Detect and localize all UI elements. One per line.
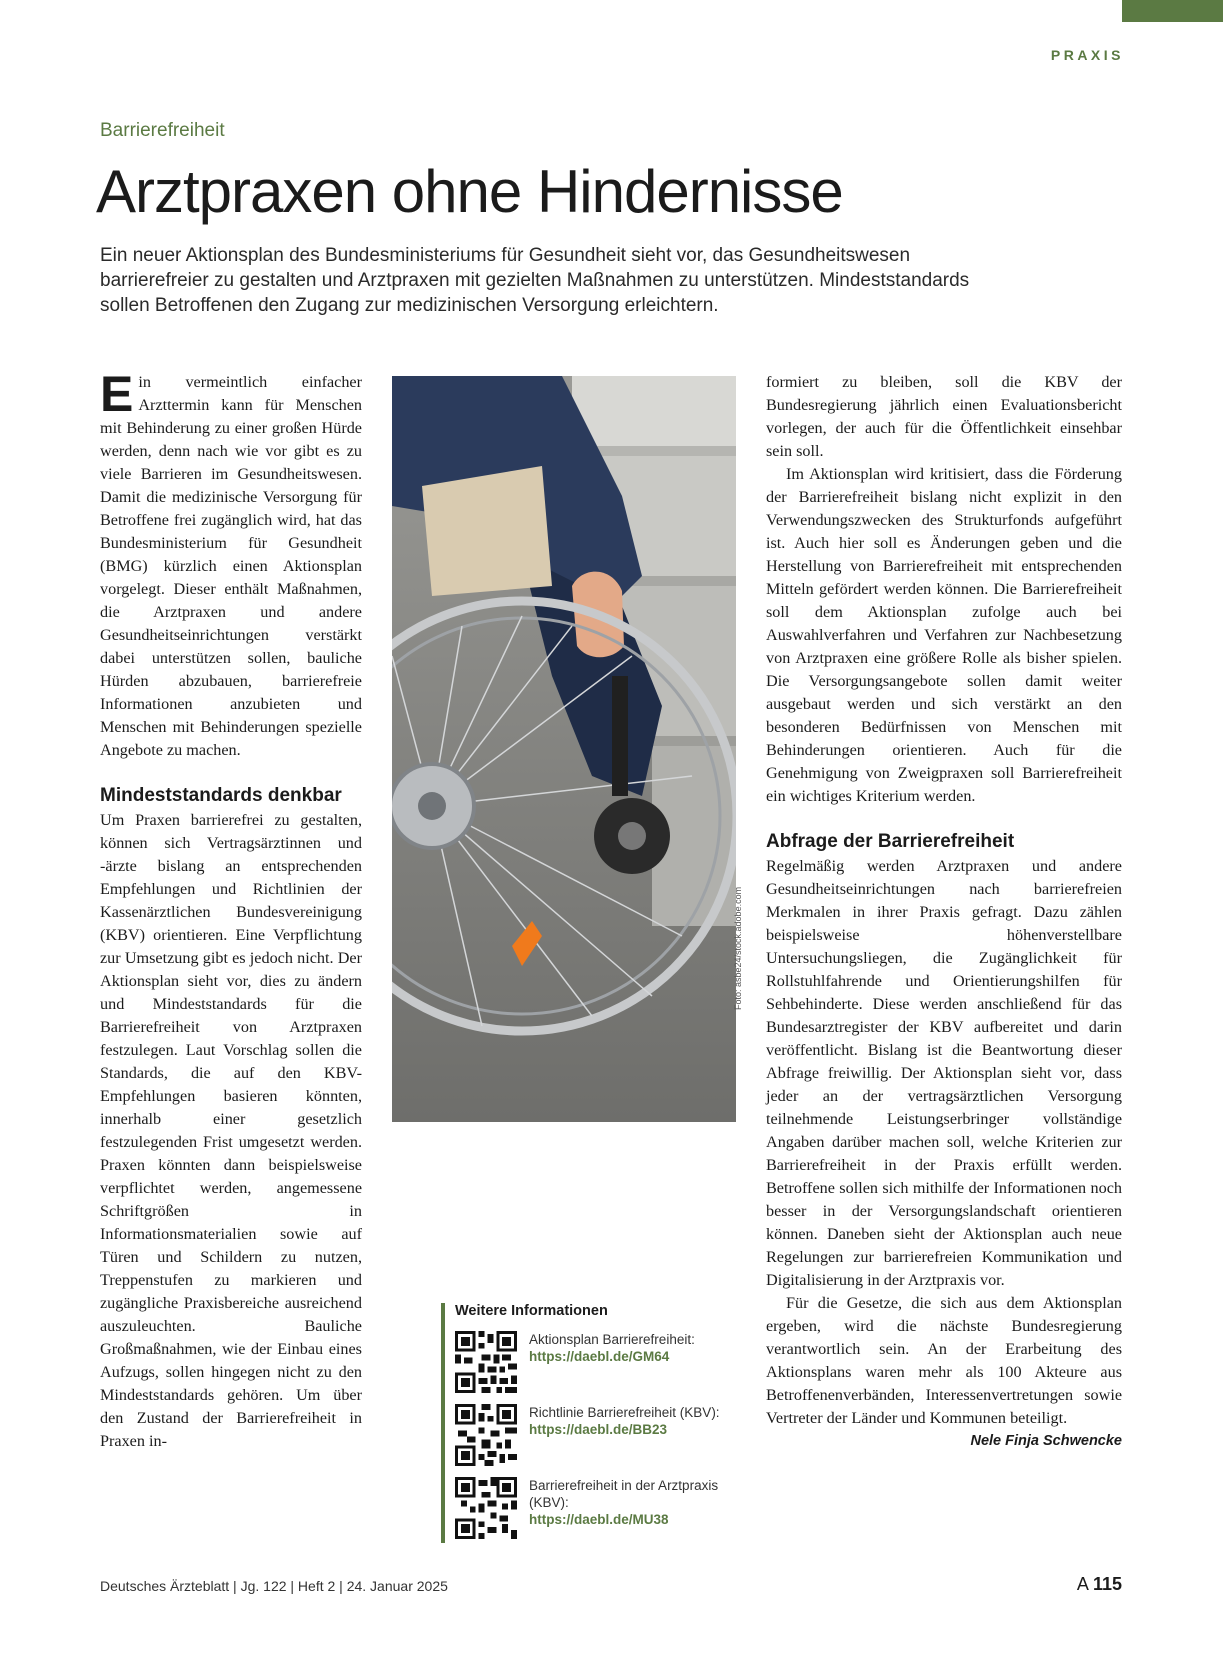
info-item-label: Aktionsplan Barrierefreiheit: [529,1332,695,1347]
page-prefix: A [1076,1574,1088,1594]
page-number [1060,1574,1122,1595]
info-item-richtlinie [455,1404,745,1477]
qr-code-icon [455,1477,517,1539]
footer-citation: Deutsches Ärzteblatt | Jg. 122 | Heft 2 | 24. Januar 2025 [100,1578,448,1594]
text-column-right [766,371,1122,1453]
photo-credit: Foto: asbe24/stock.adobe.com [733,886,743,1010]
info-item-arztpraxis [455,1477,745,1550]
paragraph-mindeststandards: Um Praxen barrierefrei zu gestalten, können sich Vertragsärztinnen und -ärzte bislang an entsprechenden Empfehlungen und Richtlinien der Kassenärztlichen Bundesvereinigung (KBV) orientieren. Eine Verpflichtung zur Umsetzung gibt es jedoch nicht. Der Aktionsplan sieht vor, dies zu ändern und Mindeststandards für die Barrierefreiheit von Arztpraxen festzulegen. Laut Vorschlag sollen die Standards, die auf den KBV-Empfehlungen basieren könnten, innerhalb einer gesetzlich festzulegenden Frist umgesetzt werden. Praxen könnten dann beispielsweise verpflichtet werden, angemessene Schriftgrößen in Informationsmaterialien sowie auf Türen und Schildern zu nutzen, Treppenstufen zu markieren und zugängliche Praxisbereiche ausreichend auszuleuchten. Bauliche Großmaßnahmen, wie der Einbau eines Aufzugs, sollen hingegen nicht zu den Mindeststandards gehören. Um über den Zustand der Barrierefreiheit in Praxen in- [100,811,362,1450]
page-number-value: 115 [1092,1574,1122,1594]
info-link-gm64[interactable]: https://daebl.de/GM64 [529,1349,670,1364]
article-kicker: Barrierefreiheit [100,120,225,141]
paragraph-gesetze-text: Für die Gesetze, die sich aus dem Aktionsplan ergeben, wird die nächste Bundesregierung verantwortlich sein. An der Erarbeitung des Aktionsplans waren mehr als 100 Akteure aus Betroffenenverbänden, Interessenvertretungen sowie Vertreter der Länder und Kommunen beteiligt. [766,1294,1122,1427]
info-link-bb23[interactable]: https://daebl.de/BB23 [529,1422,668,1437]
info-item-label: Richtlinie Barrierefreiheit (KBV): [529,1405,720,1420]
further-info-box [441,1303,745,1543]
paragraph-abfrage: Regelmäßig werden Arztpraxen und andere Gesundheitseinrichtungen nach barrierefreien Merkmalen in ihrer Praxis gefragt. Dazu zählen beispielsweise höhenverstellbare Untersuchungsliegen, die Zugänglichkeit für Rollstuhlfahrende und Orientierungshilfen für Sehbehinderte. Diese werden anschließend für das Bundesarztregister der KBV aufbereitet und darin veröffentlicht. Bislang ist die Beantwortung dieser Abfrage freiwillig. Der Aktionsplan sieht vor, dass jeder an der vertragsärztlichen Versorgung teilnehmende Leistungserbringer vollständige Angaben darüber machen soll, welche Kriterien zur Barrierefreiheit in der Praxis erfüllt werden. Betroffene sollen sich mithilfe der Informationen noch besser in der Versorgungslandschaft orientieren können. Daneben sieht der Aktionsplan auch neue Regelungen zur barrierefreien Kommunikation und Digitalisierung in der Arztpraxis vor. [766,857,1122,1289]
section-label: PRAXIS [1050,47,1124,63]
paragraph-evaluation: formiert zu bleiben, soll die KBV der Bundesregierung jährlich einen Evaluationsbericht vorlegen, der auch für die Öffentlichkeit einsehbar sein soll. [766,373,1122,460]
info-item-aktionsplan [455,1331,745,1404]
infobox-title: Weitere Informationen [455,1303,608,1319]
paragraph-gesetze [766,1292,1122,1449]
info-link-mu38[interactable]: https://daebl.de/MU38 [529,1512,669,1527]
wheelchair-photo [392,376,736,1122]
article-lead: Ein neuer Aktionsplan des Bundesministeriums für Gesundheit sieht vor, das Gesundheitswesen barrierefreier zu gestalten und Arztpraxen mit gezielten Maßnahmen zu unterstützen. Mindeststandards sollen Betroffenen den Zugang zur medizinischen Versorgung erleichtern. [100,245,970,316]
qr-code-icon [455,1331,517,1393]
text-column-left [100,366,362,1453]
wheelchair-illustration [392,376,736,1122]
subheading-mindeststandards: Mindeststandards denkbar [100,785,342,806]
paragraph-intro-text: in vermeintlich einfacher Arzttermin kann für Menschen mit Behinderung zu einer großen Hürde werden, denn nach wie vor gibt es zu viele Barrieren im Gesundheitswesen. Damit die medizinische Versorgung für Betroffene frei zugänglich wird, hat das Bundesministerium für Gesundheit (BMG) kürzlich einen Aktionsplan vorgelegt. Dieser enthält Maßnahmen, die Arztpraxen und andere Gesundheitseinrichtungen verstärkt dabei unterstützen sollen, bauliche Hürden abzubauen, barrierefreie Informationen anzubieten und Menschen mit Behinderungen spezielle Angebote zu machen. [100,373,362,759]
corner-color-bar [1122,0,1223,22]
article-title: Arztpraxen ohne Hindernisse [96,158,843,225]
info-item-label: Barrierefreiheit in der Arztpraxis (KBV): [529,1478,719,1510]
subheading-abfrage: Abfrage der Barrierefreiheit [766,831,1015,852]
drop-cap: E [100,366,134,422]
paragraph-strukturfonds: Im Aktionsplan wird kritisiert, dass die Förderung der Barrierefreiheit bislang nicht explizit in den Verwendungszwecken des Strukturfonds aufgeführt ist. Auch hier soll es Änderungen geben und die Herstellung von Barrierefreiheit mit entsprechenden Mitteln gefördert werden können. Die Barrierefreiheit soll dem Aktionsplan zufolge auch bei Auswahlverfahren und Verfahren zur Nachbesetzung von Arztpraxen eine größere Rolle als bisher spielen. Die Versorgungsangebote sollen damit weiter ausgebaut werden und sich verstärkt an den besonderen Bedürfnissen von Menschen mit Behinderungen orientieren. Auch für die Genehmigung von Zweigpraxen soll Barrierefreiheit ein wichtiges Kriterium werden. [766,465,1122,805]
paragraph-intro [100,366,362,762]
qr-code-icon [455,1404,517,1466]
author-name: Nele Finja Schwencke [970,1433,1122,1449]
